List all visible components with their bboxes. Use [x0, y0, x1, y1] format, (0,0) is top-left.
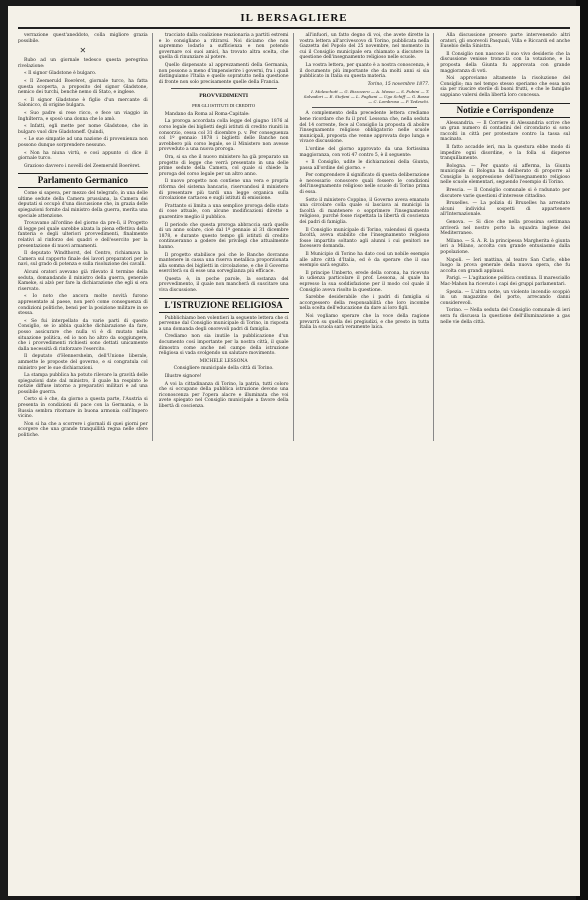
paragraph: La stampa pubblica ha potuto rilevare la gravità delle spiegazioni date dal ministro, il quale ha respinto le notizie diffuse intorno a preparativi militari e ad una possibile guerra. — [18, 373, 148, 395]
column-2 — [159, 33, 294, 441]
section-subheading: PER GLI ISTITUTI DI CREDITO — [192, 103, 256, 109]
paragraph: Grazioso davvero i novelli del Zeemeruld Boerèret. — [24, 163, 141, 169]
paragraph: Mandano da Roma al Roma-Capitale: — [164, 111, 250, 117]
paragraph: Il periodo che questa proroga abbraccia sarà quello di un anno solare, cioè dal 1º gennaio al 31 dicembre 1878, e durante questo tempo gli istituti di credito continueranno a godere dei privilegi che attualmente hanno. — [158, 222, 289, 250]
paragraph: tracciato dalla coalizione reazionaria a partiti estremi e lo consigliano a ritirarsi. Noi diciamo che non sapremmo lodarlo a sufficienza e non potendo governare coi suoi amici, ha trovato altra scelta, che quella di rinunziare al potere. — [158, 33, 289, 61]
paragraph: « Infatti, egli mette per nome Gladstone, che in bulgaro vuol dire Gladstoneff. Quindi, — [18, 124, 148, 135]
news-item: Napoli. — Ieri mattina, al teatro San Carlo, ebbe luogo la prova generale della nuova opera, che fu accolta con grandi applausi. — [440, 257, 570, 274]
cross-ornament-icon: ✕ — [79, 46, 87, 56]
paragraph: « Suo padre si rese ricco, e fece un viaggio in Inghilterra, e sposò una donna che lo amò. — [18, 110, 148, 122]
paragraph: Sotto il ministero Coppino, il Governo aveva emanato una circolare colla quale si lasciava ai municipi la facoltà di mantenere o sopprimere l'insegnamento religioso, purché fosse rispettata la libertà di coscienza dei padri di famiglia. — [299, 197, 430, 226]
signature-name: MICHELE LESSONA — [199, 358, 248, 364]
paragraph: Il Municipio di Torino ha dato così un nobile esempio alle altre città d'Italia, ed è da sperare che il suo esempio sarà seguito. — [299, 252, 430, 269]
salutation: Illustre signore! — [164, 374, 202, 379]
paragraph: « Io noto che ancora molte novità furono appresentate al paese, non però come conseguenza di condizioni politiche, bensì per la posizione militare in se stessa. — [18, 294, 148, 317]
news-item: Il fatto accadde ieri, ma la questura ebbe modo di impedire ogni disordine, e la folla si disperse tranquillamente. — [440, 144, 570, 162]
columns — [18, 33, 570, 441]
news-item: Torino. — Nella seduta del Consiglio comunale di ieri sera fu discussa la questione dell'illuminazione a gas nelle vie della città. — [440, 308, 570, 325]
signatories: I. Moleschott — G. Bizzozero — A. Mosso — S. Fubini — T. Salvadori — E. Stefani — L. Pagliani — Ugo Schiff — G. Basso — C. Lombroso — P. Tedeschi. — [303, 89, 430, 105]
news-item: Milano. — S. A. R. la principessa Margherita è giunta ieri a Milano, accolta con grande entusiasmo dalla popolazione. — [440, 238, 570, 255]
news-item: Bruxelles. — La polizia di Bruxelles ha arrestato alcuni individui sospetti di appartenere all'Internazionale. — [440, 201, 570, 218]
paragraph: A voi la cittadinanza di Torino, la patria, tutti coloro che si occupano della pubblica istruzione devono una riconoscenza per l'opera alacre e illuminata che voi avete spiegato nel Consiglio municipale a favore della libertà di coscienza. — [158, 381, 289, 409]
paragraph: Sarebbe desiderabile che i padri di famiglia si accorgessero della responsabilità che loro incombe nella scelta dell'educazione da dare ai loro figli. — [299, 295, 430, 312]
paragraph: verrazione quest'aneddoto, colla migliore grazia possibile. — [18, 33, 148, 44]
paragraph: Crediamo non sia inutile la pubblicazione d'un documento così importante per la nostra città, il quale dimostra come anche nel campo della istruzione religiosa si vada svolgendo un salutare movimento. — [158, 334, 289, 357]
signature-title: Consigliere municipale della città di Torino. — [173, 366, 274, 372]
news-item: Alessandria. — Il Corriere di Alessandria scrive che un gran numero di contadini del circondario si sono raccolti in città per protestare contro la tassa sul macinato. — [440, 120, 570, 143]
paragraph: Quello dispensato al apprezzamenti della Germania, non possono a meno d'impensierire i governi, fra i quali distinguiamo l'Italia e quello sopratutto nella questione di fronte non solo precisamente quelle della Francia. — [158, 62, 289, 85]
column-3 — [300, 33, 435, 441]
paragraph: Alcuni oratori avevano già rilevato il termine della seduta, domandando il ministro della guerra, generale Kameke, si alzò per fare la dichiarazione che egli si era riservato. — [18, 270, 148, 292]
paragraph: Noi vogliamo sperare che la voce della ragione prevarrà su quella dei pregiudizi, e che presto in tutta Italia la scuola sarà veramente laica. — [299, 313, 430, 331]
section-heading-provvedimenti: PROVVEDIMENTI — [199, 93, 249, 100]
paragraph: « Le sue simpatie ad una nazione di provenienza non possono dunque sorprendere nessuno. — [18, 137, 148, 148]
paragraph: Il principe Umberto, erede della corona, ha ricevuto in udienza particolare il prof. Lessona, al quale ha espresso la sua soddisfazione per il modo col quale il Consiglio aveva risolto la questione. — [299, 270, 430, 293]
column-1 — [18, 33, 153, 441]
divider — [312, 107, 418, 108]
paragraph: « Il signor Gladstone è bulgaro. — [24, 71, 97, 77]
news-item: Parigi. — L'agitazione politica continua. Il maresciallo Mac-Mahon ha ricevuto i capi dei gruppi parlamentari. — [440, 276, 570, 287]
paragraph: Non si ha che a scorrere i giornali di quei giorni per scorgere che una grande tranquillità regna nelle sfere politiche. — [18, 421, 148, 439]
paragraph: Pubblichiamo ben volentieri la seguente lettera che ci pervenne dal Consiglio municipale di Torino, in risposta a una domanda degli onorevoli padri di famiglia. — [158, 315, 289, 332]
paragraph: « Se fui interpellato da varie parti di questo Consiglio, se io abbia qualche dichiarazione da fare, posso assicurare che nulla vi è di mutato nella situazione politica, ed io non ho altro da soggiungere, che i provvedimenti richiesti sono dettati unicamente dalla necessità di rinforzare l'esercito. — [18, 318, 148, 352]
news-item: Genova. — Si dice che nella prossima settimana arriverà nel nostro porto la squadra inglese del Mediterraneo. — [440, 220, 570, 237]
paragraph: Noi approviamo altamente la risoluzione del Consiglio; ma nel tempo stesso speriamo che essa non sia per riuscire sterile di buoni frutti, e che le famiglie sappiano valersi della libertà loro concessa. — [440, 76, 570, 98]
column-4 — [440, 33, 570, 441]
paragraph: all'infuori, un fatto degno di voi, che avete dirette la vostra lettera all'arcivescovo di Torino, pubblicata nella Gazzetta del Popolo del 25 novembre, nel momento in cui il Consiglio municipale era chiamato a discutere la questione dell'insegnamento religioso nelle scuole. — [299, 33, 430, 61]
paragraph: Per comprendere il significato di questa deliberazione è necessario conoscere quali fossero le condizioni dell'insegnamento religioso nelle scuole di Torino prima di essa. — [299, 173, 430, 196]
paragraph: Il Consiglio non nascose il suo vivo desiderio che la discussione venisse troncata con la votazione, e la proposta della Giunta fu approvata con grande maggioranza di voti. — [440, 51, 570, 74]
paragraph: Il nuovo progetto non contiene una vera e propria riforma del sistema bancario, riservandosi il ministero di presentare più tardi una legge organica sulla circolazione cartacea e sugli istituti di emissione. — [158, 179, 289, 202]
paragraph: Questa è, in poche parole, la sostanza del provvedimento, il quale non mancherà di suscitare una viva discussione. — [158, 276, 289, 294]
paragraph: « Il signor Gladstone è figlio d'un mercante di Salonicco, di origine bulgara. — [18, 97, 148, 109]
dateline: Torino, 15 novembre 1877. — [367, 81, 430, 87]
paragraph: Ora, si sa che il nuovo ministero ha già preparato un progetto di legge che verrà presentato in una delle prime sedute della Camera, col quale si chiede la proroga del corso legale per un altro anno. — [158, 155, 289, 177]
paragraph: Il Consiglio municipale di Torino, valendosi di questa facoltà, aveva stabilito che l'insegnamento religioso fosse impartito soltanto agli alunni i cui genitori ne facessero domanda. — [299, 227, 430, 250]
paragraph: Il deputato d'Hennersheim, dell'Unione liberale, ammette le proposte del governo, e si congratula col ministro per le sue dichiarazioni. — [18, 354, 148, 371]
paragraph: Rubo ad un giornale tedesco questa peregrina rivelazione: — [18, 58, 148, 69]
paragraph: Frattanto si limita a una semplice proroga dello stato di cose attuale, con alcune modificazioni dirette a guarentire meglio il pubblico. — [158, 203, 289, 220]
divider — [171, 88, 277, 89]
masthead: IL BERSAGLIERE — [18, 12, 570, 29]
paragraph: La vostra lettera, per quanto è a nostra conoscenza, è il documento più importante che da molti anni si sia pubblicato in Italia su questa materia. — [299, 62, 430, 80]
section-heading-parlamento: Parlamento Germanico — [18, 173, 148, 188]
paragraph: Alla discussione presero parte intervenendo altri oratori, gli onorevoli Pasquali, Villa e Riccardi ed anche Eusebio della Sinistra. — [440, 33, 570, 50]
section-heading-istruzione: L'ISTRUZIONE RELIGIOSA — [159, 298, 289, 313]
paragraph: Come si sapeva, per mezzo del telegrafo, in una delle ultime sedute della Camera prussiana, la Camera dei deputati si occupò d'una discussione che, in grazia delle spiegazioni fornite dal ministro della guerra, merita una speciale attenzione. — [18, 191, 148, 219]
paragraph: Trovavamo all'ordine del giorno da pre-lì, il Progetto di legge pel quale sarebbe alzata la piena effettiva della fanteria e degli ulteriori provvedimenti, finalmente relativi al rinforzo dei quadri e dell'esercito per la presentazione di nuovi armamenti. — [18, 221, 148, 249]
paragraph: « Il Consiglio, udite le dichiarazioni della Giunta, passa all'ordine del giorno. » — [299, 160, 430, 171]
paragraph: « Il Zeemeruld Boerèret, giornale turco, ha fatta questa scoperta, a proposito del signor Gladstone, nemico dei turchi, benchè nemo di Stato, e inglese. — [18, 78, 148, 96]
paragraph: La proroga accordata colla legge del giugno 1876 al corso legale dei biglietti degli istituti di credito riuniti in consorzio, cessa col 31 dicembre p. v. Per conseguenza col 1º gennaio 1878 i biglietti delle Banche non avrebbero più corso legale, se il Ministero non avesse provveduto a una nuova proroga. — [158, 119, 289, 153]
paragraph: Il progetto stabilisce poi che le Banche dovranno mantenere in cassa una riserva metallica proporzionata alla somma dei biglietti in circolazione, e che il Governo eserciterà su di esse una sorveglianza più efficace. — [158, 252, 289, 275]
paragraph: L'ordine del giorno approvato da una fortissima maggioranza, con voti 47 contro 5, è il seguente: — [299, 146, 430, 158]
section-heading-notizie: Notizie e Corrispondenze — [440, 103, 570, 118]
news-item: Brescia. — Il Consiglio comunale si è radunato per discutere varie questioni d'interesse cittadino. — [440, 188, 570, 199]
paragraph: « Non ha niuna virtù, e così appunto ci dice il giornale turco. — [18, 150, 148, 162]
paragraph: Certo si è che, da giorno a questa parte, l'Austria si presenta in condizioni di pace con la Germania, e la Russia sembra ritornare in buona armonia coll'Impero vicino. — [18, 397, 148, 420]
paragraph: A complemento della precedente lettera crediamo bene ricordare che fu il prof. Lessona che, nella seduta del 14 corrente, fece al Consiglio la proposta di abolire l'insegnamento religioso obbligatorio nelle scuole municipali, proposta che venne approvata dopo lunga e vivace discussione. — [299, 111, 430, 145]
news-item: Bologna. — Per quanto si afferma, la Giunta municipale di Bologna ha deliberato di proporre al Consiglio la soppressione dell'insegnamento religioso nelle scuole elementari, seguendo l'esempio di Torino. — [440, 163, 570, 186]
newspaper-page — [8, 6, 580, 896]
paragraph: Il deputato Windthorst, del Centro, richiamava la Camera sul rapporto finale dei lavori preparatori per le navi, sul grado di potenza e sulla risoluzione dei cavalli. — [18, 251, 148, 268]
news-item: Spezia. — L'altra notte, un violento incendio scoppiò in un magazzino del porto, arrecando danni considerevoli. — [440, 289, 570, 306]
